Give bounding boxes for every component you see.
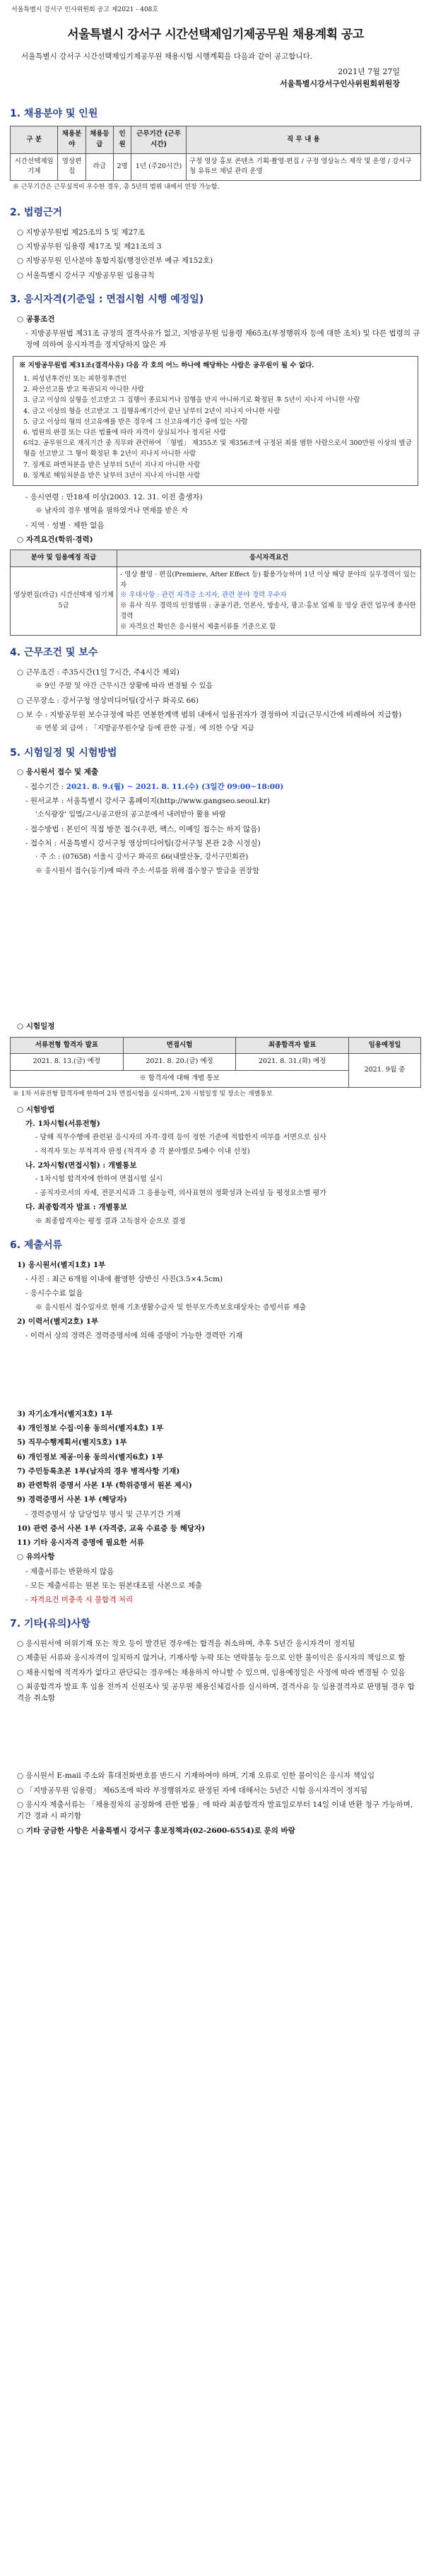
cell-category: 시간선택제임기제	[11, 153, 58, 180]
box-item: 3. 금고 이상의 실형을 선고받고 그 집행이 종료되거나 집행을 받지 아니하기로 확정된 후 5년이 지나지 아니한 사람	[23, 396, 360, 405]
col-duties: 직 무 내 용	[186, 126, 420, 153]
document-item: - 사진 : 최근 6개월 이내에 촬영한 상반신 사진(3.5×4.5cm)	[25, 1275, 223, 1284]
document-item: ※ 응시원서 접수일자로 현재 기초생활수급자 및 한부모가족보호대상자는 증빙서류 제출	[35, 1303, 307, 1312]
section-4-title: 4. 근무조건 및 보수	[10, 647, 98, 659]
receipt-line: - 접수방법 : 본인이 직접 방문 접수(우편, 팩스, 이메일 접수는 하지 않음)	[25, 824, 261, 833]
work-condition-item: ○ 보 수 : 지방공무원 보수규정에 따른 연봉한계액 범위 내에서 임용권자가 결정하여 지급(근무시간에 비례하여 지급함)	[17, 711, 402, 720]
recruitment-table	[10, 126, 421, 181]
method-line: - 1차시험 합격자에 한하여 면접시험 실시	[35, 1175, 163, 1184]
blank-gap	[10, 878, 421, 1019]
receipt-line: - 접수처 : 서울특별시 강서구청 영상미디어팀(강서구청 본관 2층 시정실)	[25, 839, 261, 848]
box-item: 8. 징계로 해임처분을 받은 날부터 3년이 지나지 아니한 사람	[23, 471, 201, 480]
note-item: ○ 「지방공무원 임용령」 제65조에 따라 부정행위자로 판정된 자에 대해서는 5년간 시험 응시자격이 정지됨	[17, 1786, 367, 1795]
section-2-title: 2. 법령근거	[10, 207, 63, 219]
method-line: 다. 최종합격자 발표 : 개별통보	[25, 1203, 127, 1212]
requirement-line: ※ 우대사항 : 관련 자격증 소지자, 관련 분야 경력 우수자	[120, 591, 287, 600]
method-line: - 당해 직무수행에 관련된 응시자의 자격·경력 등이 정한 기준에 적합한지 여부를 서면으로 심사	[35, 1134, 326, 1142]
col-appointment: 임용예정일	[349, 1037, 421, 1054]
box-title: ※ 지방공무원법 제31조(결격사유) 다음 각 호의 어느 하나에 해당하는 사람은 공무원이 될 수 없다.	[19, 362, 314, 370]
col-doc-result: 서류전형 합격자 발표	[11, 1037, 124, 1054]
note-item: ○ 채용시험에 적격자가 없다고 판단되는 경우에는 채용하지 아니할 수 있으며, 임용예정일은 사정에 따라 변경될 수 있음	[17, 1668, 406, 1677]
col-category: 구 분	[11, 126, 58, 153]
law-item: ○ 지방공무원 인사분야 통합지침(행정안전부 예규 제152호)	[17, 256, 213, 266]
method-line: ※ 최종합격자는 평정 결과 고득점자 순으로 결정	[35, 1217, 186, 1225]
document-item: - 이력서 상의 경력은 경력증명서에 의해 증명이 가능한 경력만 기재	[25, 1331, 243, 1341]
method-line: 가. 1차시험(서류전형)	[25, 1119, 100, 1128]
cell-interview: 2021. 8. 20.(금) 예정	[123, 1054, 236, 1071]
note-item: ○ 응시원서 E-mail 주소와 휴대전화번호를 반드시 기재하여야 하며, 기재 오류로 인한 불이익은 응시자 책임임	[17, 1771, 375, 1781]
document-item: 4) 개인정보 수집·이용 동의서(별지4호) 1부	[17, 1424, 164, 1432]
cell-final-result: 2021. 8. 31.(화) 예정	[236, 1054, 349, 1071]
document-item: 1) 응시원서(별지1호) 1부	[17, 1260, 106, 1269]
note-item: ○ 응시자 제출서류는 「채용절차의 공정화에 관한 법률」에 따라 최종합격자 발표일로부터 14일 이내 반환 청구 가능하며, 기간 경과 시 파기함	[17, 1800, 413, 1821]
note-item: ○ 최종합격자 발표 후 임용 전까지 신원조사 및 공무원 채용신체검사를 실시하며, 결격사유 등 임용결격자로 판명될 경우 합격을 취소함	[17, 1682, 415, 1703]
disqualification-box	[13, 356, 418, 486]
box-item: 1. 피성년후견인 또는 피한정후견인	[23, 375, 127, 384]
document-item: 7) 주민등록초본 1부(남자의 경우 병적사항 기재)	[17, 1466, 180, 1476]
box-item: 6의2. 공무원으로 재직기간 중 직무와 관련하여 「형법」 제355조 및 제356조에 규정된 죄를 범한 사람으로서 300만원 이상의 벌금형을 선고받고 그 형이 확정된 후 2년이 지나지 아니한 사람	[23, 439, 412, 458]
section-3-title: 3. 응시자격(기준일 : 면접시험 시행 예정일)	[10, 293, 204, 305]
cell-period: 1년 (주20시간)	[131, 153, 187, 180]
cell-grade: 라급	[85, 153, 113, 180]
receipt-line: · 주 소 : (07658) 서울시 강서구 화곡로 66(내발산동, 강서구민회관)	[35, 853, 249, 862]
method-line: 나. 2차시험(면접시험) : 개별통보	[25, 1161, 137, 1170]
requirement-line: - 영상 촬영 · 편집(Premiere, After Effect 등) 활용가능하며 1년 이상 해당 분야의 실무경력이 있는 자	[120, 570, 417, 589]
document-item: - 경력증명서 상 담당업무 명시 및 근무기간 기재	[25, 1509, 181, 1519]
schedule-table	[10, 1037, 421, 1088]
qualification-heading: ○ 자격요건(학위·경력)	[17, 535, 93, 544]
document-item: ○ 유의사항	[17, 1553, 55, 1562]
col-grade: 채용등급	[85, 126, 113, 153]
age-note: ※ 남자의 경우 병역을 필하였거나 면제를 받은 자	[35, 507, 188, 516]
receipt-heading: ○ 응시원서 접수 및 제출	[17, 768, 99, 777]
cell-position: 영상편집(라급) 시간선택제 임기제 5급	[11, 566, 117, 635]
document-item: - 제출서류는 반환하지 않음	[25, 1567, 114, 1576]
cell-requirements	[117, 566, 421, 635]
document-item: 9) 경력증명서 사본 1부 (해당자)	[17, 1495, 127, 1504]
box-item: 5. 금고 이상의 형의 선고유예를 받은 경우에 그 선고유예기간 중에 있는 사람	[23, 417, 248, 426]
notice-number: 서울특별시 강서구 인사위원회 공고 제2021 - 408호	[11, 6, 159, 13]
method-line: - 공직자로서의 자세, 전문지식과 그 응용능력, 의사표현의 정확성과 논리성 등 평정요소별 평가	[35, 1189, 326, 1197]
law-item: ○ 서울특별시 강서구 지방공무원 임용규칙	[17, 271, 155, 280]
issuing-org: 서울특별시강서구인사위원회위원장	[279, 78, 400, 88]
cell-schedule-note: ※ 합격자에 대해 개별 통보	[11, 1071, 349, 1088]
method-line: - 적격자 또는 부적격자 판정 (적격자 중 각 분야별로 5배수 이내 선정)	[35, 1147, 250, 1156]
box-item: 6. 법원의 판결 또는 다른 법률에 따라 자격이 상실되거나 정지된 사람	[23, 429, 227, 437]
document-item: 10) 관련 증서 사본 1부 (자격증, 교육 수료증 등 해당자)	[17, 1524, 206, 1533]
cell-doc-result: 2021. 8. 13.(금) 예정	[11, 1054, 124, 1071]
blank-gap	[10, 1343, 421, 1407]
cell-count: 2명	[113, 153, 131, 180]
receipt-period-label: - 접수기간 :	[25, 782, 66, 791]
schedule-heading: ○ 시험일정	[17, 1022, 55, 1031]
common-conditions-text: - 지방공무원법 제31조 규정의 결격사유가 없고, 지방공무원 임용령 제65조(부정행위자 등에 대한 조치) 및 다른 법령의 규정에 의하여 응시자격을 정지당하지 않은 자	[25, 328, 420, 350]
document-item: 3) 자기소개서(별지3호) 1부	[17, 1409, 113, 1418]
table-note: ※ 근무기간은 근무실적이 우수한 경우, 총 5년의 범위 내에서 연장 가능함.	[13, 184, 220, 191]
receipt-line: '소식광장' 입법/고시/공고란의 공고문에서 내려받아 활용 바람	[35, 811, 226, 819]
document-item: 5) 직무수행계획서(별지5호) 1부	[17, 1438, 127, 1447]
section-7-title: 7. 기타(유의)사항	[10, 1618, 90, 1630]
work-condition-item: ※ 9인 주말 및 야간 근무시간 상황에 따라 변경될 수 있음	[35, 682, 213, 691]
law-item: ○ 지방공무원 임용령 제17조 및 제21조의 3	[17, 242, 162, 251]
col-position: 분야 및 임용예정 직급	[11, 550, 117, 567]
notice-date: 2021년 7월 27일	[338, 66, 400, 76]
document-item: 6) 개인정보 제공·이용 동의서(별지6호) 1부	[17, 1452, 164, 1461]
cell-duties: 구정 영상 홍보 콘텐츠 기획·촬영·편집 / 구정 영상뉴스 제작 및 운영 / 강서구청 유튜브 채널 관리 운영	[186, 153, 420, 180]
region-requirement: - 지역 · 성별 · 제한 없음	[25, 521, 105, 530]
receipt-period-line	[10, 780, 421, 794]
requirement-line: ※ 유사 직무 경력의 인정범위 : 공공기관, 언론사, 방송사, 광고·홍보 업체 등 영상 관련 업무에 종사한 경력	[120, 602, 416, 620]
requirement-line: ※ 자격요건 확인은 응시원서 제출서류를 기준으로 함	[120, 622, 276, 631]
method-heading: ○ 시험방법	[17, 1105, 55, 1114]
section-6-title: 6. 제출서류	[10, 1240, 63, 1252]
col-field: 채용분야	[58, 126, 85, 153]
document-item: - 자격요건 미충족 시 불합격 처리	[25, 1596, 134, 1605]
work-condition-item: ○ 근무조건 : 주35시간(1일 7시간, 주4시간 제외)	[17, 667, 179, 677]
note-item: ○ 제출된 서류와 응시자격이 일치하지 않거나, 기재사항 누락 또는 연락불능 등으로 인한 불이익은 응시자의 책임으로 함	[17, 1654, 406, 1663]
document-item: 2) 이력서(별지2호) 1부	[17, 1317, 99, 1326]
col-requirements: 응시자격요건	[117, 550, 421, 567]
table-row	[11, 566, 421, 635]
common-conditions-heading: ○ 공통조건	[17, 314, 55, 324]
cell-field: 영상편집	[58, 153, 85, 180]
document-item: 8) 관련학위 증명서 사본 1부 (학위증명서 원본 제시)	[17, 1481, 192, 1490]
section-1-title: 1. 채용분야 및 인원	[10, 107, 98, 119]
cell-appointment: 2021. 9월 중	[349, 1054, 421, 1087]
col-final-result: 최종합격자 발표	[236, 1037, 349, 1054]
intro-text: 서울특별시 강서구 시간선택제임기제공무원 채용시험 시행계획을 다음과 같이 공고합니다.	[21, 52, 313, 61]
document-item: 11) 기타 응시자격 증명에 필요한 서류	[17, 1538, 144, 1548]
col-period: 근무기간 (근무시간)	[131, 126, 187, 153]
table-row	[11, 153, 421, 180]
work-condition-item: ※ 연봉 외 급여 : 「지방공무원수당 등에 관한 규정」에 의한 수당 지급	[35, 725, 254, 733]
receipt-line: - 원서교부 : 서울특별시 강서구 홈페이지(http://www.gangseo.seoul.kr)	[25, 797, 271, 805]
box-item: 7. 징계로 파면처분을 받은 날부터 5년이 지나지 아니한 사람	[23, 461, 201, 469]
work-condition-item: ○ 근무장소 : 강서구청 영상미디어팀(강서구 화곡로 66)	[17, 696, 199, 705]
section-5-title: 5. 시험일정 및 시험방법	[10, 747, 117, 759]
col-interview: 면접시험	[123, 1037, 236, 1054]
law-item: ○ 지방공무원법 제25조의 5 및 제27조	[17, 227, 145, 237]
note-item: ○ 응시원서에 허위기재 또는 착오 등이 발견된 경우에는 합격을 취소하며, 추후 5년간 응시자격이 정지됨	[17, 1639, 355, 1649]
col-count: 인원	[113, 126, 131, 153]
box-item: 2. 파산선고를 받고 복권되지 아니한 사람	[23, 386, 144, 394]
schedule-footnote: ※ 1차 서류전형 합격자에 한하여 2차 면접시험을 실시하며, 2차 시험일정 및 장소는 개별통보	[13, 1090, 273, 1098]
receipt-line: ※ 응시원서 접수(등기)에 따라 주소·서류를 위해 접수창구 발급을 권장함	[35, 867, 259, 875]
page-title: 서울특별시 강서구 시간선택제임기제공무원 채용계획 공고	[67, 27, 364, 42]
blank-gap	[10, 1705, 421, 1769]
age-requirement: - 응시연령 : 만18세 이상(2003. 12. 31. 이전 출생자)	[25, 492, 203, 501]
contact-note: ○ 기타 궁금한 사항은 서울특별시 강서구 홍보정책과(02-2600-6554)로 문의 바람	[17, 1826, 295, 1835]
qualification-table	[10, 550, 421, 636]
document-item: - 모든 제출서류는 원본 또는 원본대조필 사본으로 제출	[25, 1581, 203, 1590]
document-item: - 응시수수료 없음	[25, 1289, 83, 1298]
table-row	[11, 1054, 421, 1071]
receipt-period: 2021. 8. 9.(월) ~ 2021. 8. 11.(수) (3일간 09:00~18:00)	[66, 782, 284, 791]
box-item: 4. 금고 이상의 형을 선고받고 그 집행유예기간이 끝난 날부터 2년이 지나지 아니한 사람	[23, 407, 281, 415]
